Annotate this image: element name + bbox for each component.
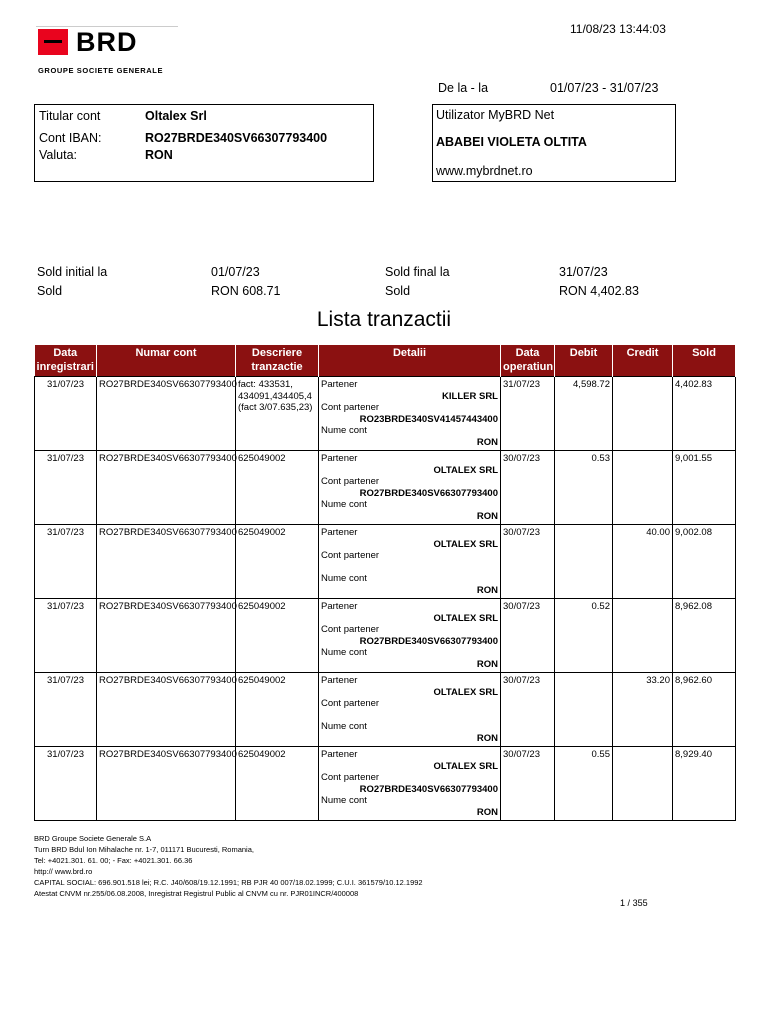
account-name-label: Nume cont [321,499,367,510]
currency-value: RON [476,584,498,596]
final-balance-label: Sold final la [385,265,450,279]
cell-account: RO27BRDE340SV66307793400 [97,525,236,599]
footer [34,833,423,899]
cell-debit: 0.52 [555,599,613,673]
iban-label: Cont IBAN: [39,131,102,145]
col-credit: Credit [613,345,673,377]
page-current: 1 [620,898,626,908]
cell-description: 625049002 [236,747,319,821]
col-description: Descriere tranzactie [236,345,319,377]
partner-name: OLTALEX SRL [433,464,498,476]
cell-debit: 4,598.72 [555,377,613,451]
page-number [620,898,648,908]
page-total: 355 [632,898,648,908]
transactions-title: Lista tranzactii [316,308,452,331]
table-row [35,451,736,525]
col-details: Detalii [319,345,501,377]
period-value: 01/07/23 - 31/07/23 [550,81,659,95]
initial-balance-label: Sold initial la [37,265,108,279]
final-balance-amount: RON 4,402.83 [559,284,639,298]
cell-description: fact: 433531, 434091,434405,4 (fact 3/07.635,23) [236,377,319,451]
table-row [35,377,736,451]
user-name: ABABEI VIOLETA OLTITA [436,135,587,149]
cell-details [319,747,501,821]
footer-line: CAPITAL SOCIAL: 696.901.518 lei; R.C. J40/608/19.12.1991; RB PJR 40 007/18.02.1999; C.U.I. 361579/10.12.1992 [34,878,423,887]
partner-name: OLTALEX SRL [433,538,498,550]
cell-sold: 4,402.83 [673,377,736,451]
page-separator: / [627,898,631,908]
partner-account-label: Cont partener [321,476,380,487]
cell-credit [613,747,673,821]
cell-date-reg: 31/07/23 [35,525,97,599]
partner-account-value: RO27BRDE340SV66307793400 [359,635,498,647]
col-sold: Sold [673,345,736,377]
cell-date-op: 30/07/23 [501,599,555,673]
table-row [35,747,736,821]
partner-label: Partener [321,527,358,538]
cell-sold: 9,001.55 [673,451,736,525]
account-info-box [34,104,374,182]
cell-account: RO27BRDE340SV66307793400 [97,747,236,821]
cell-account: RO27BRDE340SV66307793400 [97,377,236,451]
brd-logo-subtitle: GROUPE SOCIETE GENERALE [38,66,164,75]
partner-label: Partener [321,453,358,464]
partner-account-label: Cont partener [321,698,380,709]
period-label: De la - la [438,81,489,95]
transactions-table [34,345,736,821]
cell-sold: 9,002.08 [673,525,736,599]
partner-account-value [321,710,498,722]
brd-logo-mark-bar [44,40,62,43]
partner-account-label: Cont partener [321,550,380,561]
cell-date-reg: 31/07/23 [35,599,97,673]
user-url[interactable]: www.mybrdnet.ro [436,164,533,178]
cell-debit [555,673,613,747]
cell-details [319,525,501,599]
user-label: Utilizator MyBRD Net [436,108,555,122]
partner-label: Partener [321,749,358,760]
initial-balance-date: 01/07/23 [211,265,260,279]
cell-credit [613,451,673,525]
cell-details [319,599,501,673]
partner-name: OLTALEX SRL [433,612,498,624]
cell-date-reg: 31/07/23 [35,451,97,525]
cell-credit [613,599,673,673]
cell-account: RO27BRDE340SV66307793400 [97,599,236,673]
cell-date-reg: 31/07/23 [35,377,97,451]
footer-line: http:// www.brd.ro [34,867,93,876]
cell-account: RO27BRDE340SV66307793400 [97,451,236,525]
cell-sold: 8,962.60 [673,673,736,747]
transactions-body [35,377,736,821]
cell-date-reg: 31/07/23 [35,747,97,821]
col-account: Numar cont [97,345,236,377]
partner-name: OLTALEX SRL [433,686,498,698]
initial-balance-amount: RON 608.71 [211,284,281,298]
account-name-label: Nume cont [321,425,367,436]
table-header-row [35,345,736,377]
cell-date-op: 30/07/23 [501,747,555,821]
table-row [35,673,736,747]
cell-description: 625049002 [236,673,319,747]
table-row [35,599,736,673]
partner-account-label: Cont partener [321,402,380,413]
cell-details [319,377,501,451]
footer-line: Turn BRD Bdul Ion Mihalache nr. 1-7, 011171 Bucuresti, Romania, [34,845,254,854]
cell-credit: 33.20 [613,673,673,747]
account-name-label: Nume cont [321,795,367,806]
cell-date-op: 31/07/23 [501,377,555,451]
cell-date-op: 30/07/23 [501,525,555,599]
final-balance-date: 31/07/23 [559,265,608,279]
partner-account-value: RO23BRDE340SV41457443400 [359,413,498,425]
partner-account-value: RO27BRDE340SV66307793400 [359,783,498,795]
partner-account-value: RO27BRDE340SV66307793400 [359,487,498,499]
print-timestamp: 11/08/23 13:44:03 [570,22,666,36]
cell-description: 625049002 [236,451,319,525]
sold-label-final: Sold [385,284,411,298]
brd-logo-text: BRD [76,27,138,57]
cell-description: 625049002 [236,599,319,673]
currency-value: RON [476,510,498,522]
cell-date-reg: 31/07/23 [35,673,97,747]
cell-credit: 40.00 [613,525,673,599]
account-name-label: Nume cont [321,647,367,658]
user-info-box [432,104,676,182]
currency-value: RON [476,806,498,818]
currency-value: RON [476,658,498,670]
cell-debit: 0.53 [555,451,613,525]
footer-line: Tel: +4021.301. 61. 00; - Fax: +4021.301. 66.36 [34,856,193,865]
currency-value: RON [145,148,173,162]
cell-date-op: 30/07/23 [501,673,555,747]
partner-account-label: Cont partener [321,772,380,783]
iban-value: RO27BRDE340SV66307793400 [145,131,328,145]
partner-name: OLTALEX SRL [433,760,498,772]
footer-line: BRD Groupe Societe Generale S.A [34,834,152,843]
holder-label: Titular cont [39,109,101,123]
partner-label: Partener [321,379,358,390]
currency-label: Valuta: [39,148,77,162]
cell-credit [613,377,673,451]
footer-line: Atestat CNVM nr.255/06.08.2008, Inregistrat Registrul Public al CNVM cu nr. PJR01INCR/400008 [34,889,359,898]
partner-account-label: Cont partener [321,624,380,635]
cell-sold: 8,962.08 [673,599,736,673]
cell-sold: 8,929.40 [673,747,736,821]
cell-account: RO27BRDE340SV66307793400 [97,673,236,747]
cell-details [319,673,501,747]
col-date-op: Data operatiun [501,345,555,377]
cell-debit: 0.55 [555,747,613,821]
sold-label-initial: Sold [37,284,63,298]
account-name-label: Nume cont [321,721,367,732]
partner-account-value [321,562,498,574]
col-debit: Debit [555,345,613,377]
cell-date-op: 30/07/23 [501,451,555,525]
partner-label: Partener [321,601,358,612]
cell-details [319,451,501,525]
currency-value: RON [476,732,498,744]
holder-value: Oltalex Srl [145,109,207,123]
account-name-label: Nume cont [321,573,367,584]
col-date-reg: Data inregistrari [35,345,97,377]
table-row [35,525,736,599]
currency-value: RON [476,436,498,448]
partner-label: Partener [321,675,358,686]
cell-description: 625049002 [236,525,319,599]
cell-debit [555,525,613,599]
partner-name: KILLER SRL [442,390,498,402]
